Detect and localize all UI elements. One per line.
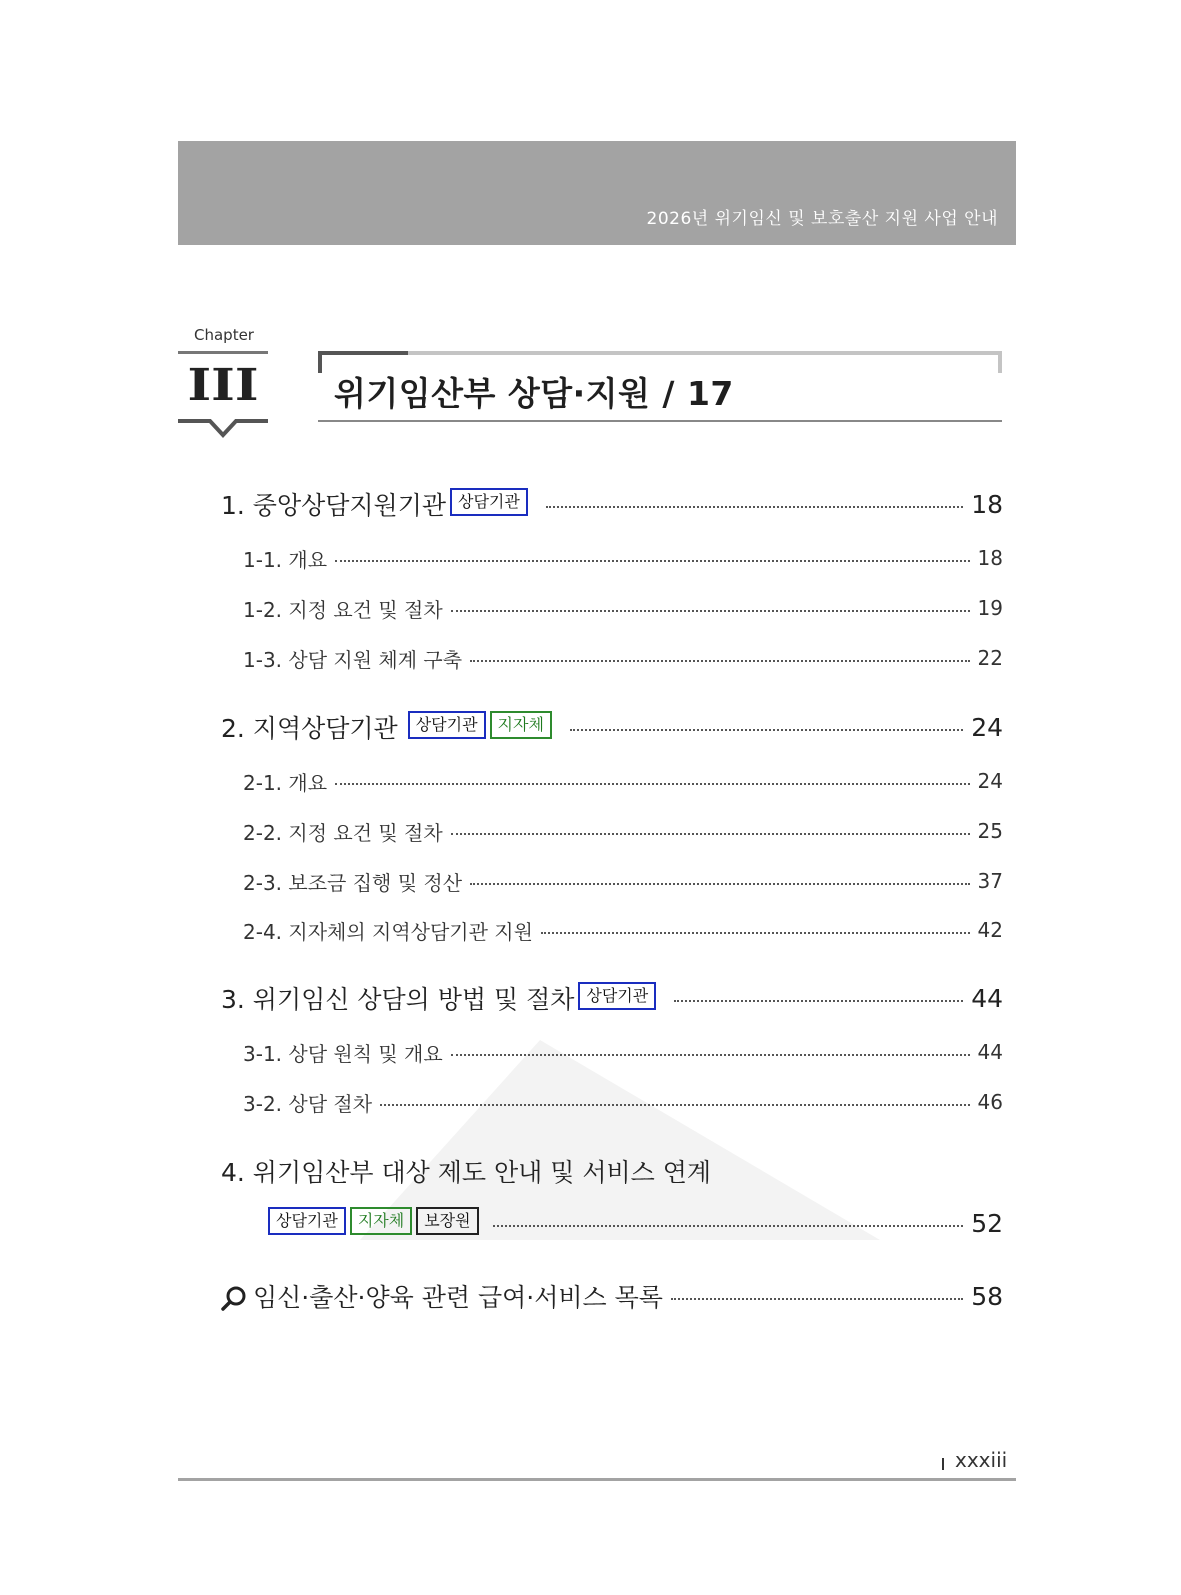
toc-item-label: 2. 지역상담기관 <box>221 714 398 743</box>
dot-leader <box>570 729 963 731</box>
toc-item-label: 3-2. 상담 절차 <box>243 1091 373 1116</box>
toc-page-number: 25 <box>977 819 1003 843</box>
chapter-chevron-icon <box>178 418 268 442</box>
dot-leader <box>335 783 970 785</box>
toc-page-number: 44 <box>977 1040 1003 1064</box>
dot-leader <box>470 660 970 662</box>
dot-leader <box>671 1298 963 1300</box>
dot-leader <box>546 506 963 508</box>
toc-page-number: 52 <box>971 1208 1003 1238</box>
toc-item-label: 1. 중앙상담지원기관 <box>221 491 446 520</box>
toc-page-number: 18 <box>971 489 1003 519</box>
toc-item-label: 1-2. 지정 요건 및 절차 <box>243 597 443 622</box>
toc-page-number: 46 <box>977 1090 1003 1114</box>
toc-item-1-2[interactable] <box>243 593 1003 623</box>
search-icon <box>221 1285 247 1311</box>
header-bar <box>178 141 1016 245</box>
toc-page-number: 18 <box>977 546 1003 570</box>
chapter-title: 위기임산부 상담·지원 / 17 <box>334 374 734 413</box>
toc-item-appendix[interactable] <box>221 1278 1003 1314</box>
footer-tick <box>942 1458 944 1470</box>
toc-item-3-1[interactable] <box>243 1037 1003 1067</box>
dot-leader <box>451 833 970 835</box>
toc-page-number: 19 <box>977 596 1003 620</box>
toc-item-1-3[interactable] <box>243 643 1003 673</box>
toc-item-2-3[interactable] <box>243 866 1003 896</box>
toc-page-number: 37 <box>977 869 1003 893</box>
toc-item-2-2[interactable] <box>243 816 1003 846</box>
toc-page-number: 42 <box>977 918 1003 942</box>
toc-item-label: 2-4. 지자체의 지역상담기관 지원 <box>243 919 533 944</box>
tag-counseling-agency: 상담기관 <box>408 711 486 739</box>
dot-leader <box>541 932 970 934</box>
header-title: 2026년 위기임신 및 보호출산 지원 사업 안내 <box>646 209 998 229</box>
toc-item-3-2[interactable] <box>243 1087 1003 1117</box>
toc-page-number: 24 <box>971 712 1003 742</box>
chapter-label: Chapter <box>194 326 254 344</box>
dot-leader <box>674 1000 963 1002</box>
toc-item-label: 2-3. 보조금 집행 및 정산 <box>243 870 463 895</box>
toc-page-number: 24 <box>977 769 1003 793</box>
toc-item-3[interactable] <box>221 980 1003 1016</box>
dot-leader <box>451 1054 970 1056</box>
tag-local-government: 지자체 <box>490 711 552 739</box>
toc-page-number: 44 <box>971 983 1003 1013</box>
toc-item-4-tags[interactable] <box>268 1205 1003 1241</box>
footer-rule <box>178 1478 1016 1481</box>
tag-counseling-agency: 상담기관 <box>578 982 656 1010</box>
footer-page-number: xxxiii <box>955 1448 1008 1472</box>
tag-local-government: 지자체 <box>350 1207 412 1235</box>
toc-item-1[interactable] <box>221 486 1003 522</box>
dot-leader <box>335 560 970 562</box>
chapter-top-rule <box>178 351 268 354</box>
dot-leader <box>470 883 970 885</box>
toc-item-label: 1-1. 개요 <box>243 547 328 572</box>
toc-item-label: 3-1. 상담 원칙 및 개요 <box>243 1041 443 1066</box>
dot-leader <box>380 1104 970 1106</box>
dot-leader <box>451 610 970 612</box>
toc-item-4[interactable] <box>221 1153 1003 1189</box>
dot-leader <box>493 1225 964 1227</box>
toc-item-2-1[interactable] <box>243 766 1003 796</box>
toc-page-number: 22 <box>977 646 1003 670</box>
toc-item-label: 2-2. 지정 요건 및 절차 <box>243 820 443 845</box>
toc-page-number: 58 <box>971 1281 1003 1311</box>
tag-security-agency: 보장원 <box>416 1207 478 1235</box>
toc-item-label: 1-3. 상담 지원 체계 구축 <box>243 647 463 672</box>
chapter-numeral: III <box>187 360 259 411</box>
toc-item-label: 2-1. 개요 <box>243 770 328 795</box>
tag-counseling-agency: 상담기관 <box>450 488 528 516</box>
tag-counseling-agency: 상담기관 <box>268 1207 346 1235</box>
toc-item-label: 임신·출산·양육 관련 급여·서비스 목록 <box>253 1283 663 1312</box>
toc-item-2[interactable] <box>221 709 1003 745</box>
toc-item-2-4[interactable] <box>243 915 1003 945</box>
toc-item-1-1[interactable] <box>243 543 1003 573</box>
toc-item-label: 4. 위기임산부 대상 제도 안내 및 서비스 연계 <box>221 1158 712 1187</box>
toc-item-label: 3. 위기임신 상담의 방법 및 절차 <box>221 985 575 1014</box>
